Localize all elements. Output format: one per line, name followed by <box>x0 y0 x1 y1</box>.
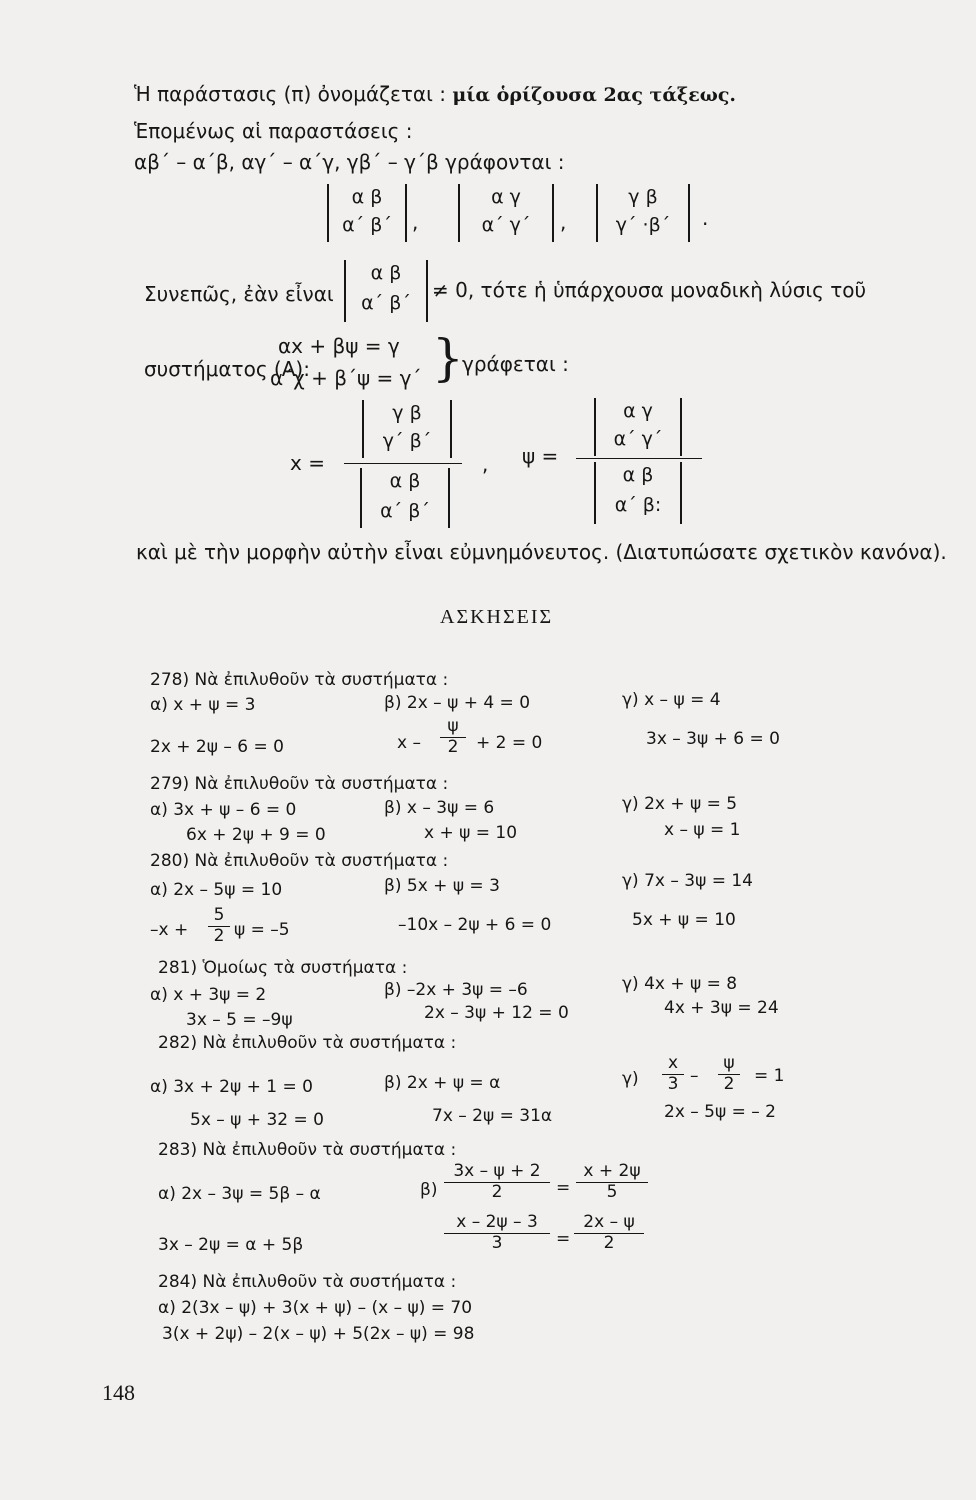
intro-line-3: αβ΄ – α΄β, αγ΄ – α΄γ, γβ΄ – γ΄β γράφονται : <box>134 150 565 174</box>
exercise-279-a2: 6x + 2ψ + 9 = 0 <box>186 825 326 845</box>
fraction <box>440 717 466 757</box>
exercise-280-a2-pre: –x + <box>150 920 189 940</box>
determinant-gb <box>596 184 690 242</box>
exercise-284-title: 284) Νὰ ἐπιλυθοῦν τὰ συστήματα : <box>158 1272 457 1292</box>
exercise-282-b2: 7x – 2ψ = 31α <box>432 1106 553 1126</box>
exercise-279-a1: α) 3x + ψ – 6 = 0 <box>150 800 297 820</box>
exercise-282-c2: 2x – 5ψ = – 2 <box>664 1102 776 1122</box>
numerator: 2x – ψ <box>574 1213 644 1234</box>
exercise-281-c2: 4x + 3ψ = 24 <box>664 998 779 1018</box>
intro-line-2: Ἑπομένως αἱ παραστάσεις : <box>134 119 413 143</box>
denominator: 3 <box>491 1232 503 1253</box>
fraction-bar <box>344 463 462 464</box>
exercise-280-b1: β) 5x + ψ = 3 <box>384 876 500 896</box>
exercise-280-b2: –10x – 2ψ + 6 = 0 <box>398 915 552 935</box>
det-row: α΄ γ΄ <box>481 214 531 236</box>
numerator: ψ <box>440 717 466 738</box>
exercise-279-b1: β) x – 3ψ = 6 <box>384 798 495 818</box>
det-row: α΄ β΄ <box>380 500 430 522</box>
fraction <box>576 1162 648 1202</box>
separator: , <box>482 452 489 476</box>
exercise-278-b2-post: + 2 = 0 <box>476 733 543 753</box>
exercise-280-title: 280) Νὰ ἐπιλυθοῦν τὰ συστήματα : <box>150 851 449 871</box>
equals-sign: = <box>556 1178 571 1198</box>
exercise-280-a2-post: ψ = –5 <box>234 920 290 940</box>
exercise-278-b2-pre: x – <box>397 733 421 753</box>
det-row: α΄ β΄ <box>342 214 392 236</box>
denominator: 2 <box>491 1181 503 1202</box>
determinant-x-numerator <box>362 400 452 458</box>
exercise-278-b1: β) 2x – ψ + 4 = 0 <box>384 693 531 713</box>
fraction <box>444 1213 550 1253</box>
exercise-283-a2: 3x – 2ψ = α + 5β <box>158 1235 304 1255</box>
exercise-282-a2: 5x – ψ + 32 = 0 <box>190 1110 324 1130</box>
separator: , <box>412 210 419 234</box>
numerator: ψ <box>718 1054 740 1075</box>
det-row: α΄ γ΄ <box>613 428 663 450</box>
det-row: α γ <box>623 400 653 422</box>
exercise-283-b-label: β) <box>420 1180 438 1200</box>
denominator: 2 <box>213 925 225 946</box>
determinant-ag <box>458 184 554 242</box>
exercise-278-c1: γ) x – ψ = 4 <box>622 690 721 710</box>
determinant-condition <box>344 260 428 322</box>
exercise-280-c1: γ) 7x – 3ψ = 14 <box>622 871 753 891</box>
numerator: x – 2ψ – 3 <box>444 1213 550 1234</box>
condition-prefix: Συνεπῶς, ἐὰν εἶναι <box>144 282 334 306</box>
system-label: συστήματος (Α): <box>144 357 310 381</box>
determinant-ab <box>327 184 407 242</box>
exercise-282-title: 282) Νὰ ἐπιλυθοῦν τὰ συστήματα : <box>158 1033 457 1053</box>
denominator: 2 <box>603 1232 615 1253</box>
system-eq-2: α΄χ + β΄ψ = γ΄ <box>270 366 422 390</box>
exercise-281-a2: 3x – 5 = –9ψ <box>186 1010 293 1030</box>
exercise-283-a1: α) 2x – 3ψ = 5β – α <box>158 1184 321 1204</box>
exercise-279-title: 279) Νὰ ἐπιλυθοῦν τὰ συστήματα : <box>150 774 449 794</box>
exercise-279-c2: x – ψ = 1 <box>664 820 741 840</box>
det-row: γ β <box>628 186 658 208</box>
determinant-psi-denominator <box>594 462 682 524</box>
det-row: γ΄ β΄ <box>382 430 432 452</box>
separator: , <box>560 210 567 234</box>
exercise-282-c1-eq: = 1 <box>754 1066 785 1086</box>
numerator: x + 2ψ <box>576 1162 648 1183</box>
numerator: 3x – ψ + 2 <box>444 1162 550 1183</box>
fraction <box>574 1213 644 1253</box>
det-row: γ΄ ·β΄ <box>615 214 671 236</box>
intro-line-1-text: Ἡ παράστασις (π) ὀνομάζεται : <box>134 82 446 106</box>
closing-sentence: καὶ μὲ τὴν μορφὴν αὐτὴν εἶναι εὐμνημόνευτος. (Διατυπώσατε σχετικὸν κανόνα). <box>136 540 947 564</box>
exercise-284-a1: α) 2(3x – ψ) + 3(x + ψ) – (x – ψ) = 70 <box>158 1298 473 1318</box>
exercise-283-title: 283) Νὰ ἐπιλυθοῦν τὰ συστήματα : <box>158 1140 457 1160</box>
exercise-282-a1: α) 3x + 2ψ + 1 = 0 <box>150 1077 313 1097</box>
exercise-281-title: 281) Ὁμοίως τὰ συστήματα : <box>158 958 408 978</box>
intro-line-1 <box>134 82 736 106</box>
minus-sign: – <box>690 1066 699 1086</box>
det-row: α γ <box>491 186 521 208</box>
denominator: 5 <box>606 1181 618 1202</box>
intro-line-1-bold: μία ὁρίζουσα 2ας τάξεως. <box>452 84 737 106</box>
denominator: 2 <box>723 1073 735 1094</box>
denominator: 3 <box>667 1073 679 1094</box>
fraction <box>718 1054 740 1094</box>
exercises-heading: ΑΣΚΗΣΕΙΣ <box>440 606 554 628</box>
numerator: x <box>662 1054 684 1075</box>
brace-icon: } <box>432 329 464 387</box>
det-row: γ β <box>392 402 422 424</box>
exercise-280-c2: 5x + ψ = 10 <box>632 910 736 930</box>
equals-sign: = <box>556 1229 571 1249</box>
exercise-281-a1: α) x + 3ψ = 2 <box>150 985 267 1005</box>
numerator: 5 <box>208 906 230 927</box>
exercise-281-b1: β) –2x + 3ψ = –6 <box>384 980 528 1000</box>
system-tail: γράφεται : <box>462 352 569 376</box>
exercise-280-a1: α) 2x – 5ψ = 10 <box>150 880 283 900</box>
det-row: α β <box>351 186 383 208</box>
exercise-281-b2: 2x – 3ψ + 12 = 0 <box>424 1003 569 1023</box>
x-label: x = <box>290 451 325 475</box>
exercise-281-c1: γ) 4x + ψ = 8 <box>622 974 738 994</box>
exercise-278-a1: α) x + ψ = 3 <box>150 695 256 715</box>
det-row: α΄ β: <box>614 494 662 516</box>
page-number: 148 <box>102 1380 135 1405</box>
system-eq-1: αx + βψ = γ <box>278 334 400 358</box>
exercise-279-b2: x + ψ = 10 <box>424 823 518 843</box>
det-row: α΄ β΄ <box>361 292 411 314</box>
exercise-279-c1: γ) 2x + ψ = 5 <box>622 794 738 814</box>
fraction <box>208 906 230 946</box>
condition-suffix: ≠ 0, τότε ἡ ὑπάρχουσα μοναδικὴ λύσις τοῦ <box>432 278 867 302</box>
fraction <box>444 1162 550 1202</box>
fraction <box>662 1054 684 1094</box>
determinant-x-denominator <box>360 468 450 528</box>
denominator: 2 <box>447 736 459 757</box>
exercise-282-b1: β) 2x + ψ = α <box>384 1073 501 1093</box>
det-row: α β <box>370 262 402 284</box>
exercise-284-a2: 3(x + 2ψ) – 2(x – ψ) + 5(2x – ψ) = 98 <box>162 1324 475 1344</box>
det-row: α β <box>622 464 654 486</box>
det-row: α β <box>389 470 421 492</box>
psi-label: ψ = <box>522 444 559 468</box>
exercise-278-title: 278) Νὰ ἐπιλυθοῦν τὰ συστήματα : <box>150 670 449 690</box>
exercise-278-a2: 2x + 2ψ – 6 = 0 <box>150 737 284 757</box>
fraction-bar <box>576 458 702 459</box>
exercise-282-c-label: γ) <box>622 1069 639 1089</box>
determinant-psi-numerator <box>594 398 682 456</box>
separator: . <box>702 206 709 230</box>
exercise-278-c2: 3x – 3ψ + 6 = 0 <box>646 729 780 749</box>
